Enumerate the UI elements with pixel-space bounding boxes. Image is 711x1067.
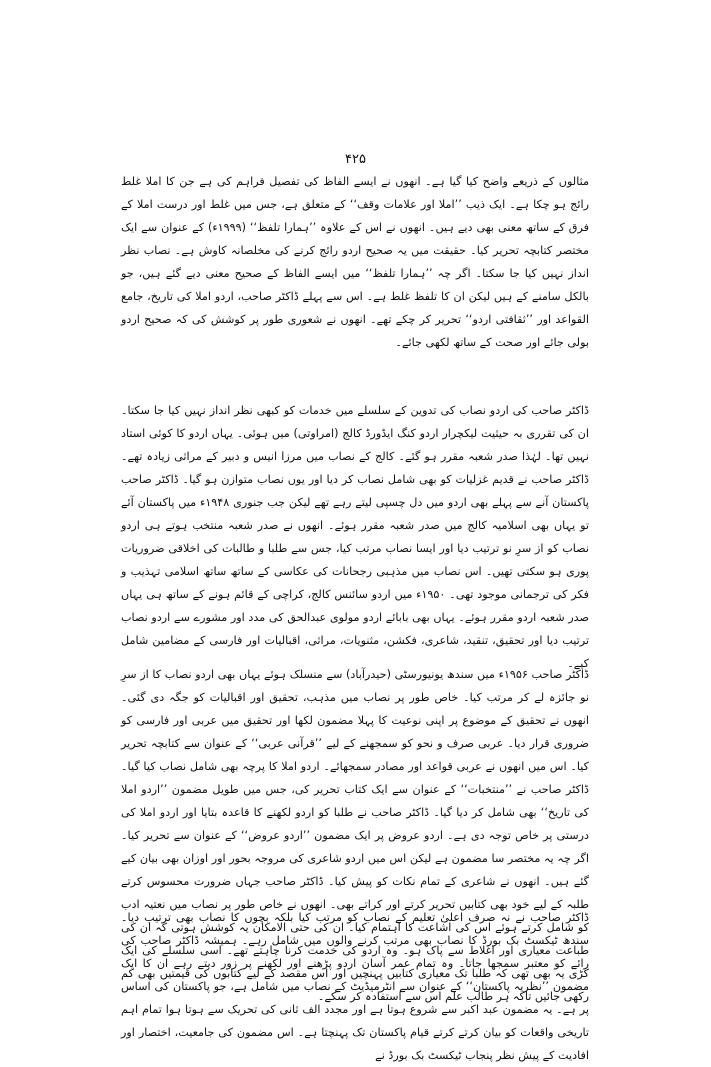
- page-number: ۴۲۵: [345, 152, 366, 167]
- paragraph-1: مثالوں کے ذریعے واضح کیا گیا ہے۔ انھوں نے ایسے الفاظ کی تفصیل فراہم کی ہے جن کا املا غلط رائج ہو چکا ہے۔ ایک ذیب ’’املا اور علامات وقف‘‘ کے متعلق ہے، جس میں غلط اور درست املا کے فرق کے ساتھ معنی بھی دیے ہیں۔ انھوں نے اس کے علاوہ ’’ہمارا تلفظ‘‘ (۱۹۹۹ء) کے عنوان سے ایک مختصر کتابچہ تحریر کیا۔ حقیقت میں یہ صحیح اردو رائج کرنے کی مخلصانہ کاوش ہے۔ نصاب نظر انداز نہیں کیا جا سکتا۔ اگر چہ ’’ہمارا تلفظ‘‘ میں ایسے الفاظ کے صحیح معنی دیے گئے ہیں، جو بالکل سامنے کے ہیں لیکن ان کا تلفظ غلط ہے۔ اس سے پہلے ڈاکٹر صاحب، اردو املا کی تاریخ، جامع القواعد اور ’’ثقافتی اردو‘‘ تحریر کر چکے تھے۔ انھوں نے شعوری طور پر کوشش کی کہ صحیح اردو بولی جائے اور صحت کے ساتھ لکھی جائے۔: [121, 175, 589, 349]
- paragraph-4: ڈاکٹر صاحب نے نہ صرف اعلیٰ تعلیم کے نصاب کو مرتب کیا بلکہ بچوں کا نصاب بھی ترتیب دیا۔ سندھ ٹیکسٹ بک بورڈ کا نصاب بھی مرتب کرنے والوں میں شامل رہے۔ ہمیشہ ڈاکٹر صاحب کی رائے کو معتبر سمجھا جاتا۔ وہ تمام عمر آسان اردو پڑھنے اور لکھنے پر زور دیتے رہے ان کا ایک مضمون ’’نظریہ پاکستان‘‘ کے عنوان سے انٹرمیڈیٹ کے نصاب میں شامل ہے، جو پاکستان کی اساس پر ہے۔ یہ مضمون عبد اکبر سے شروع ہوتا ہے اور مجدد الف ثانی کی تحریک سے ہوتا ہوا تمام اہم تاریخی واقعات کو بیان کرتے کرتے قیام پاکستان تک پہنچتا ہے۔ اس مضمون کی جامعیت، اختصار اور افادیت کے پیش نظر پنجاب ٹیکسٹ بک بورڈ نے: [121, 911, 589, 1062]
- paragraph-3: ڈاکٹر صاحب ۱۹۵۶ء میں سندھ یونیورسٹی (حیدرآباد) سے منسلک ہوئے یہاں بھی اردو نصاب کا از سرِ نو جائزہ لے کر مرتب کیا۔ خاص طور پر نصاب میں مذہب، تحقیق اور اقبالیات کو جگہ دی گئی۔ انھوں نے تحقیق کے موضوع پر اپنی نوعیت کا پہلا مضمون لکھا اور تحقیق میں عربی اور فارسی کو ضروری قرار دیا۔ عربی صرف و نحو کو سمجھنے کے لیے ’’قرآنی عربی‘‘ کے عنوان سے کتابچہ تحریر کیا۔ اس میں انھوں نے عربی قواعد اور مصادر سمجھائے۔ اردو املا کا پرچہ بھی شامل نصاب کیا گیا۔ ڈاکٹر صاحب نے ’’منتخبات‘‘ کے عنوان سے ایک کتاب تحریر کی، جس میں طویل مضمون ’’اردو املا کی تاریخ‘‘ بھی شامل کر دیا گیا۔ ڈاکٹر صاحب نے طلبا کو اردو لکھنے کا قاعدہ بتایا اور اردو املا کی درستی پر خاص توجہ دی ہے۔ اردو عروض پر ایک مضمون ’’اردو عروض‘‘ کے عنوان سے تحریر کیا۔ اگر چہ یہ مختصر سا مضمون ہے لیکن اس میں اردو شاعری کی مروجہ بحور اور اوزان بھی بیان کیے گئے ہیں۔ انھوں نے شاعری کے تمام نکات کو پیش کیا۔ ڈاکٹر صاحب جہاں ضرورت محسوس کرتے طلبہ کے لیے خود بھی کتابیں تحریر کرتے اور کراتے بھی۔ انھوں نے خاص طور پر نصاب میں نعتیہ ادب کو شامل کرتے ہوئے اس کی اشاعت کا اہتمام کیا۔ ان کی حتی الامکان یہ کوشش ہوتی کہ ان کی طباعت معیاری اور اغلاط سے پاک ہو۔ وہ اردو کی خدمت کرنا چاہتے تھے۔ اسی سلسلے کی ایک کڑی یہ بھی تھی کہ طلبا تک معیاری کتابیں پہنچیں اور اس مقصد کے لیے کتابوں کی قیمتیں بھی کم رکھی جائیں تاکہ ہر طالب علم اس سے استفادہ کر سکے۔: [121, 668, 590, 1003]
- paragraph-2: ڈاکٹر صاحب کی اردو نصاب کی تدوین کے سلسلے میں خدمات کو کبھی نظر انداز نہیں کیا جا سکتا۔ ان کی تقرری بہ حیثیت لیکچرار اردو کنگ ایڈورڈ کالج (امراوتی) میں ہوئی۔ یہاں اردو کا کوئی استاد نہیں تھا۔ لہٰذا صدر شعبہ مقرر ہو گئے۔ کالج کے نصاب میں مرزا انیس و دبیر کے مراثی زیادہ تھے۔ ڈاکٹر صاحب نے قدیم غزلیات کو بھی شامل نصاب کر دیا اور یوں نصاب متوازن ہو گیا۔ ڈاکٹر صاحب پاکستان آنے سے پہلے بھی اردو میں دل چسپی لیتے رہے تھے لیکن جب جنوری ۱۹۴۸ء میں پاکستان آئے تو یہاں بھی اسلامیہ کالج میں صدر شعبہ مقرر ہوئے۔ انھوں نے صدر شعبہ منتخب ہوتے ہی اردو نصاب کو از سرِ نو ترتیب دیا اور ایسا نصاب مرتب کیا، جس سے طلبا و طالبات کی اخلاقی ضروریات پوری ہو سکتی تھیں۔ اس نصاب میں مذہبی رجحانات کی عکاسی کے ساتھ ساتھ اسلامی تہذیب و فکر کی ترجمانی موجود تھی۔ ۱۹۵۰ء میں اردو سائنس کالج، کراچی کے قائم ہونے کے ساتھ ہی یہاں صدر شعبہ اردو مقرر ہوئے۔ یہاں بھی بابائے اردو مولوی عبدالحق کی مدد اور مشورے سے اردو نصاب ترتیب دیا اور تحقیق، تنقید، شاعری، فکشن، مثنویات، مراثی، اقبالیات اور فارسی کے مضامین شامل کیے۔: [121, 404, 589, 670]
